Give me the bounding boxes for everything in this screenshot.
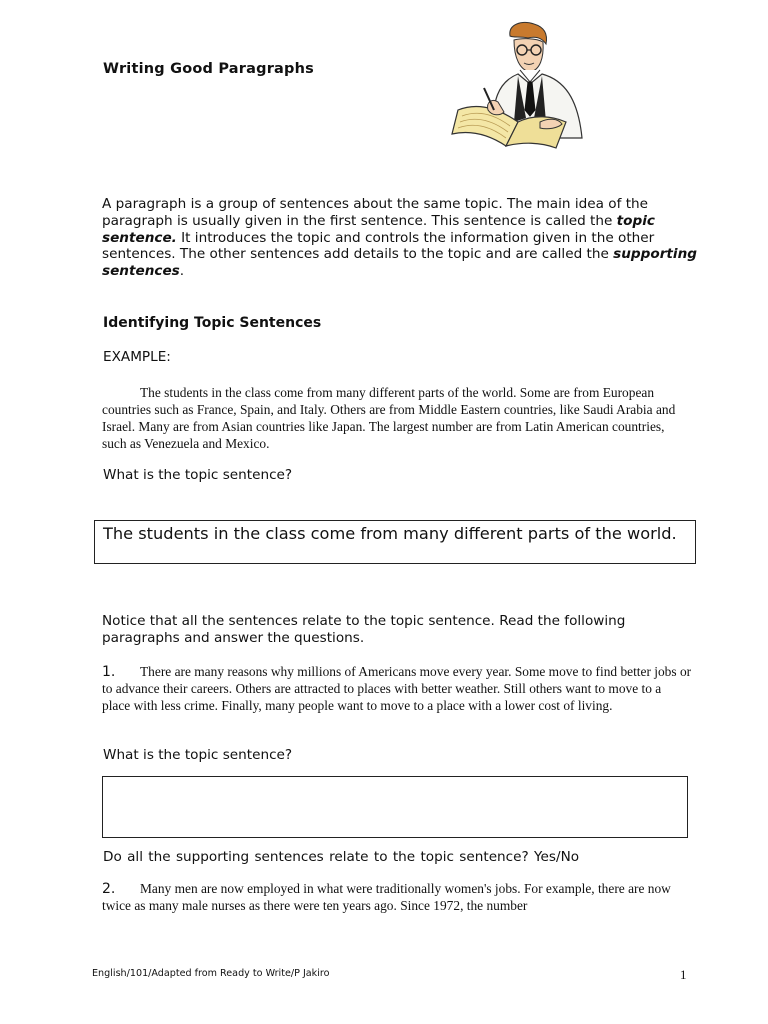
- section-heading: Identifying Topic Sentences: [103, 315, 322, 331]
- page-number: 1: [680, 967, 687, 982]
- example-paragraph-text: The students in the class come from many different parts of the world. Some are from European countries such as France, Spain, and Italy. Others are from Middle Eastern countries, like Saudi Arabia and Israel. Many are from Asian countries like Japan. The largest number are from Latin American countries, such as Venezuela and Mexico.: [102, 385, 676, 451]
- page-footer: English/101/Adapted from Ready to Write/P Jakiro: [92, 968, 330, 979]
- exercise-paragraph-2-text: Many men are now employed in what were traditionally women's jobs. For example, there are now twice as many male nurses as there were ten years ago. Since 1972, the number: [102, 881, 671, 913]
- exercise-paragraph-2: [102, 881, 692, 915]
- intro-text-3: .: [179, 263, 185, 280]
- example-label: EXAMPLE:: [103, 349, 171, 365]
- man-writing-in-book-icon: [448, 18, 608, 156]
- intro-text-1: A paragraph is a group of sentences about the same topic. The main idea of the paragraph is usually given in the first sentence. This sentence is called the: [102, 196, 648, 229]
- term-topic-sentence: topic sentence.: [102, 212, 655, 246]
- exercise-paragraph-1: [102, 664, 692, 715]
- example-paragraph: [102, 385, 692, 453]
- question-supporting-sentences: Do all the supporting sentences relate to the topic sentence? Yes/No: [103, 849, 580, 865]
- question-topic-sentence-2: What is the topic sentence?: [103, 747, 293, 763]
- intro-text-2: It introduces the topic and controls the information given in the other sentences. The other sentences add details to the topic and are called the: [102, 229, 655, 263]
- question-topic-sentence: What is the topic sentence?: [103, 467, 293, 483]
- paragraph-number: 1.: [102, 664, 116, 680]
- example-answer-box: The students in the class come from many different parts of the world.: [94, 520, 696, 564]
- term-supporting-sentences: supporting sentences: [102, 246, 697, 280]
- exercise-paragraph-1-text: There are many reasons why millions of Americans move every year. Some move to find better jobs or to advance their careers. Others are attracted to places with better weather. Still others want to move to a place with less crime. Finally, many people want to move to a place with a lower cost of living.: [102, 664, 692, 713]
- document-title: Writing Good Paragraphs: [103, 61, 314, 77]
- intro-paragraph: [102, 196, 702, 280]
- paragraph-number: 2.: [102, 881, 116, 897]
- notice-paragraph: Notice that all the sentences relate to the topic sentence. Read the following paragraphs and answer the questions.: [102, 613, 626, 646]
- answer-box[interactable]: [102, 776, 688, 838]
